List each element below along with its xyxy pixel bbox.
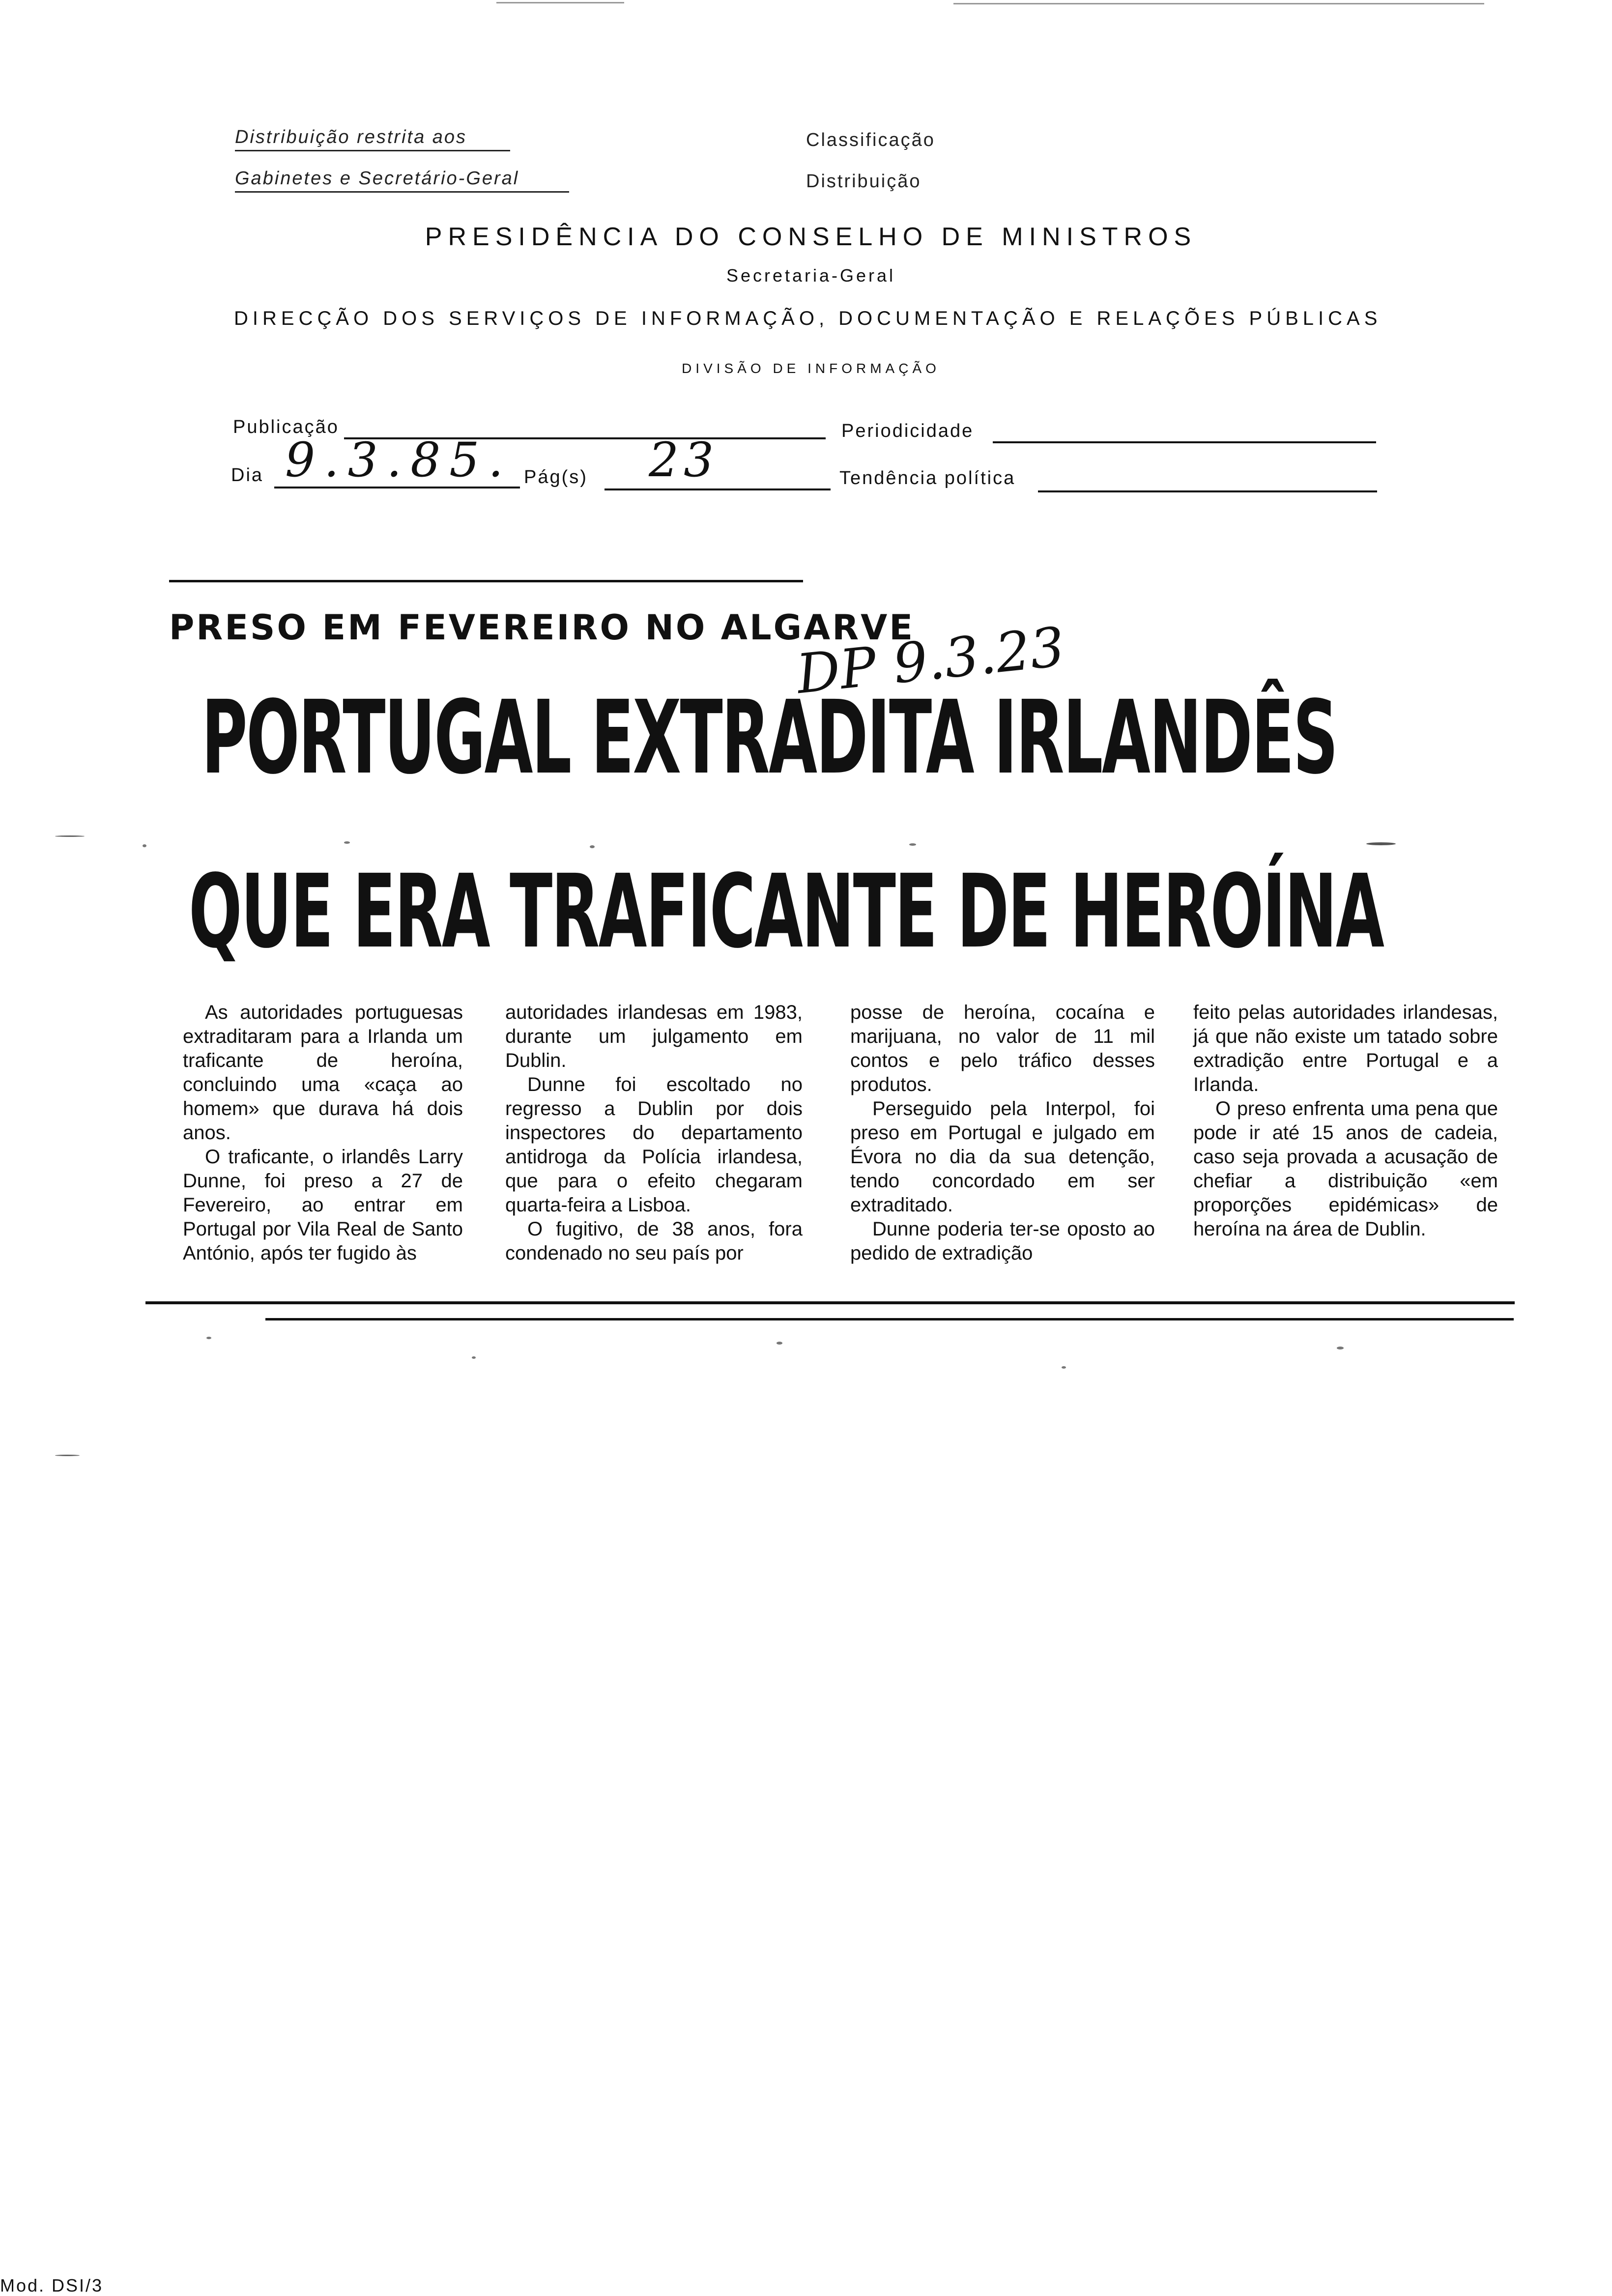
political-tendency-label: Tendência política [839, 468, 1016, 488]
publication-label: Publicação [233, 417, 339, 437]
article-kicker: PRESO EM FEVEREIRO NO ALGARVE [169, 607, 915, 648]
article-paragraph: posse de heroína, cocaína e marijuana, no valor de 11 mil contos e pelo tráfico desses produtos. [850, 1002, 1155, 1095]
top-rule-right [953, 3, 1484, 4]
distribution-restricted-label: Distribuição restrita aos [235, 127, 510, 151]
article-top-rule [169, 580, 803, 582]
division-title: DIVISÃO DE INFORMAÇÃO [682, 361, 940, 376]
pages-label: Pág(s) [524, 467, 588, 488]
pages-line [604, 488, 831, 490]
article-paragraph: autoridades irlandesas em 1983, durante um julgamento em Dublin. [505, 1002, 803, 1071]
noise-speck [1062, 1366, 1066, 1369]
classification-label: Classificação [806, 130, 935, 150]
cabinets-label: Gabinetes e Secretário-Geral [235, 168, 569, 193]
day-value: 9.3.85. [285, 432, 512, 488]
noise-speck [1366, 842, 1396, 845]
pages-value: 23 [649, 432, 719, 488]
day-label: Dia [231, 465, 264, 486]
top-rule-left [496, 2, 624, 3]
presidency-title: PRESIDÊNCIA DO CONSELHO DE MINISTROS [425, 223, 1197, 251]
noise-speck [777, 1342, 782, 1345]
headline-line-1: PORTUGAL EXTRADITA IRLANDÊS [202, 679, 1337, 797]
periodicity-line [993, 441, 1376, 443]
noise-speck [344, 841, 350, 844]
article-paragraph: feito pelas autoridades irlandesas, já que não existe um tatado sobre extradição entre Portugal e a Irlanda. [1193, 1002, 1498, 1095]
distribution-label: Distribuição [806, 171, 921, 192]
periodicity-label: Periodicidade [841, 421, 974, 441]
noise-speck [55, 1455, 80, 1456]
article-column-1 [183, 1001, 463, 1265]
general-secretariat-title: Secretaria-Geral [726, 265, 896, 286]
directorate-title: DIRECÇÃO DOS SERVIÇOS DE INFORMAÇÃO, DOCUMENTAÇÃO E RELAÇÕES PÚBLICAS [234, 308, 1382, 329]
noise-speck [590, 845, 595, 848]
article-column-2 [505, 1001, 803, 1265]
handwritten-stamp: DP 9.3.23 [793, 615, 1068, 706]
article-bottom-rule [145, 1301, 1515, 1304]
form-code: Mod. DSI/3 [0, 2275, 104, 2296]
headline-line-2: QUE ERA TRAFICANTE DE HEROÍNA [189, 853, 1383, 971]
article-column-3 [850, 1001, 1155, 1265]
noise-speck [206, 1337, 211, 1339]
article-paragraph: Dunne foi escoltado no regresso a Dublin por dois inspectores do departamento antidroga da Polícia irlandesa, que para o efeito chegaram quarta-feira a Lisboa. [505, 1074, 803, 1216]
article-bottom-rule-thin [265, 1318, 1514, 1320]
noise-speck [143, 844, 146, 847]
noise-speck [909, 843, 916, 846]
article-paragraph: O preso enfrenta uma pena que pode ir até 15 anos de cadeia, caso seja provada a acusação de chefiar a distribuição «em proporções epidémicas» de heroína na área de Dublin. [1193, 1098, 1498, 1240]
article-paragraph: As autoridades portuguesas extraditaram para a Irlanda um traficante de heroína, concluindo uma «caça ao homem» que durava há dois anos. [183, 1002, 463, 1144]
noise-speck [55, 835, 85, 837]
article-paragraph: O fugitivo, de 38 anos, fora condenado no seu país por [505, 1218, 803, 1264]
article-paragraph: O traficante, o irlandês Larry Dunne, foi preso a 27 de Fevereiro, ao entrar em Portugal por Vila Real de Santo António, após ter fugido às [183, 1146, 463, 1264]
political-tendency-line [1038, 490, 1377, 492]
article-column-4 [1193, 1001, 1498, 1241]
noise-speck [472, 1356, 476, 1359]
article-paragraph: Dunne poderia ter-se oposto ao pedido de extradição [850, 1218, 1155, 1264]
noise-speck [1337, 1347, 1344, 1349]
article-paragraph: Perseguido pela Interpol, foi preso em Portugal e julgado em Évora no dia da sua detenção, tendo concordado em ser extraditado. [850, 1098, 1155, 1216]
